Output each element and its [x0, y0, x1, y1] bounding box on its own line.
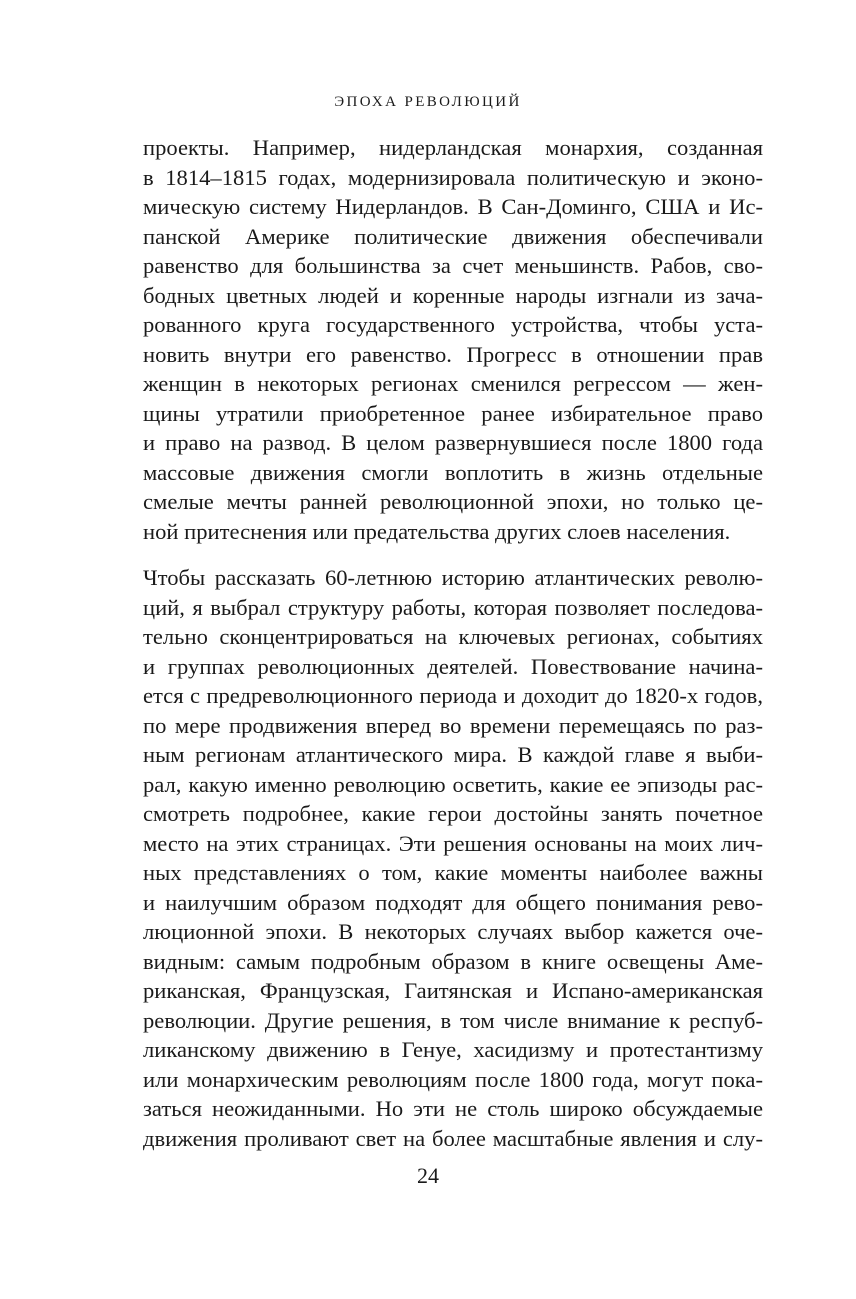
- text-line: и наилучшим образом подходят для общего понимания рево-: [143, 889, 763, 915]
- text-line: ций, я выбрал структуру работы, которая позволяет последова-: [143, 594, 763, 620]
- text-line: щины утратили приобретенное ранее избирательное право: [143, 400, 763, 426]
- text-line: в 1814–1815 годах, модернизировала политическую и эконо-: [143, 164, 763, 190]
- paragraph-1: [143, 133, 763, 546]
- paragraph-2: [143, 563, 763, 1153]
- text-line: и группах революционных деятелей. Повествование начина-: [143, 653, 763, 679]
- text-line: ных представлениях о том, какие моменты наиболее важны: [143, 860, 763, 885]
- text-line: панской Америке политические движения обеспечивали: [143, 223, 763, 249]
- text-line: тельно сконцентрироваться на ключевых регионах, событиях: [143, 624, 763, 649]
- text-line: смелые мечты ранней революционной эпохи, но только це-: [143, 489, 763, 514]
- text-line: движения проливают свет на более масштабные явления и слу-: [143, 1125, 763, 1151]
- text-line: равенство для большинства за счет меньшинств. Рабов, сво-: [143, 253, 763, 278]
- text-line: ной притеснения или предательства других слоев населения.: [143, 518, 731, 544]
- text-line: риканская, Французская, Гаитянская и Испано-американская: [143, 978, 763, 1003]
- text-line: проекты. Например, нидерландская монархия, созданная: [143, 135, 763, 160]
- text-line: рал, какую именно революцию осветить, какие ее эпизоды рас-: [143, 771, 763, 797]
- text-line: люционной эпохи. В некоторых случаях выбор кажется оче-: [143, 919, 763, 944]
- text-line: революции. Другие решения, в том числе внимание к респуб-: [143, 1007, 763, 1033]
- text-line: массовые движения смогли воплотить в жизнь отдельные: [143, 459, 763, 485]
- text-line: рованного круга государственного устройства, чтобы уста-: [143, 312, 763, 337]
- text-line: мическую систему Нидерландов. В Сан-Доминго, США и Ис-: [143, 194, 763, 219]
- text-line: место на этих страницах. Эти решения основаны на моих лич-: [143, 830, 763, 856]
- text-line: новить внутри его равенство. Прогресс в отношении прав: [143, 341, 763, 367]
- page-number: 24: [417, 1163, 439, 1188]
- text-line: или монархическим революциям после 1800 года, могут пока-: [143, 1066, 763, 1092]
- text-line: смотреть подробнее, какие герои достойны занять почетное: [143, 801, 763, 826]
- text-line: ется с предреволюционного периода и доходит до 1820-х годов,: [143, 683, 763, 708]
- text-line: заться неожиданными. Но эти не столь широко обсуждаемые: [143, 1096, 763, 1121]
- text-line: видным: самым подробным образом в книге освещены Аме-: [143, 948, 763, 974]
- running-head: ЭПОХА РЕВОЛЮЦИЙ: [334, 94, 522, 110]
- text-line: бодных цветных людей и коренные народы изгнали из зача-: [143, 282, 763, 308]
- text-line: и право на развод. В целом развернувшиеся после 1800 года: [143, 430, 763, 455]
- text-line: ным регионам атлантического мира. В каждой главе я выби-: [143, 742, 763, 767]
- text-line: Чтобы рассказать 60-летнюю историю атлантических револю-: [143, 565, 763, 590]
- text-line: по мере продвижения вперед во времени перемещаясь по раз-: [143, 712, 763, 738]
- text-line: женщин в некоторых регионах сменился регрессом — жен-: [143, 371, 763, 396]
- text-line: ликанскому движению в Генуе, хасидизму и протестантизму: [143, 1037, 763, 1062]
